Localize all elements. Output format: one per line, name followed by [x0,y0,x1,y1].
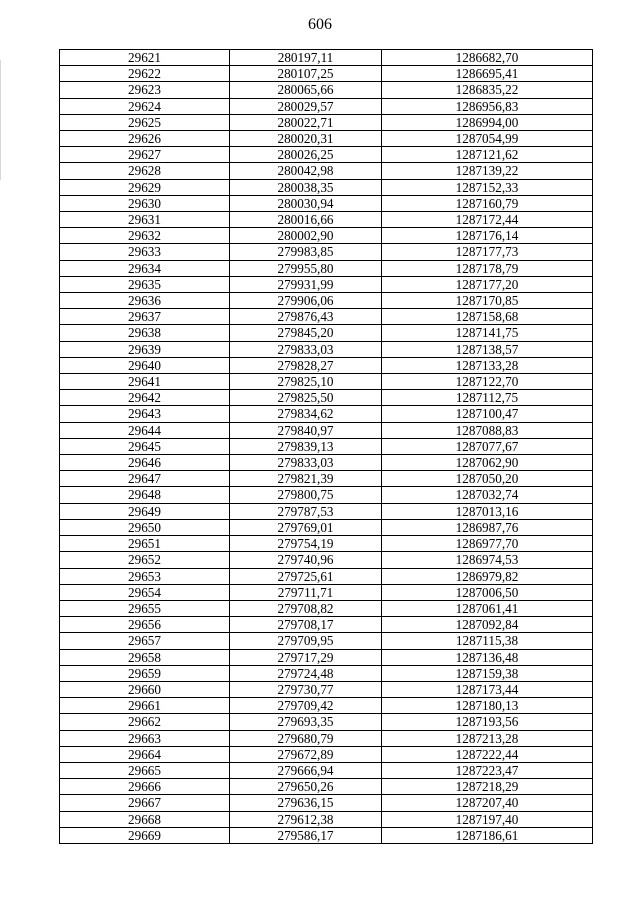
x-coordinate-cell: 279840,97 [230,422,382,438]
y-coordinate-cell: 1287180,13 [382,698,593,714]
table-row [60,762,593,778]
point-number-cell: 29623 [60,82,230,98]
table-row [60,212,593,228]
table-row [60,276,593,292]
point-number-cell: 29632 [60,228,230,244]
table-row [60,325,593,341]
table-row [60,730,593,746]
y-coordinate-cell: 1286682,70 [382,50,593,66]
y-coordinate-cell: 1287013,16 [382,503,593,519]
table-row [60,665,593,681]
point-number-cell: 29667 [60,795,230,811]
point-number-cell: 29631 [60,212,230,228]
table-row [60,827,593,843]
table-row [60,714,593,730]
y-coordinate-cell: 1286977,70 [382,536,593,552]
x-coordinate-cell: 279825,50 [230,390,382,406]
x-coordinate-cell: 279666,94 [230,762,382,778]
y-coordinate-cell: 1287223,47 [382,762,593,778]
x-coordinate-cell: 279821,39 [230,471,382,487]
x-coordinate-cell: 279825,10 [230,374,382,390]
y-coordinate-cell: 1287207,40 [382,795,593,811]
y-coordinate-cell: 1287186,61 [382,827,593,843]
point-number-cell: 29634 [60,260,230,276]
y-coordinate-cell: 1287032,74 [382,487,593,503]
point-number-cell: 29652 [60,552,230,568]
x-coordinate-cell: 280042,98 [230,163,382,179]
table-row [60,455,593,471]
y-coordinate-cell: 1287061,41 [382,600,593,616]
point-number-cell: 29646 [60,455,230,471]
point-number-cell: 29659 [60,665,230,681]
x-coordinate-cell: 279833,03 [230,341,382,357]
x-coordinate-cell: 280038,35 [230,179,382,195]
point-number-cell: 29660 [60,681,230,697]
point-number-cell: 29666 [60,779,230,795]
table-row [60,406,593,422]
x-coordinate-cell: 279845,20 [230,325,382,341]
y-coordinate-cell: 1287160,79 [382,195,593,211]
x-coordinate-cell: 279693,35 [230,714,382,730]
x-coordinate-cell: 279754,19 [230,536,382,552]
point-number-cell: 29647 [60,471,230,487]
x-coordinate-cell: 279730,77 [230,681,382,697]
point-number-cell: 29661 [60,698,230,714]
table-row [60,228,593,244]
table-row [60,584,593,600]
x-coordinate-cell: 279636,15 [230,795,382,811]
y-coordinate-cell: 1287222,44 [382,746,593,762]
y-coordinate-cell: 1286979,82 [382,568,593,584]
y-coordinate-cell: 1287115,38 [382,633,593,649]
table-row [60,698,593,714]
table-row [60,779,593,795]
x-coordinate-cell: 280016,66 [230,212,382,228]
x-coordinate-cell: 280030,94 [230,195,382,211]
x-coordinate-cell: 279709,95 [230,633,382,649]
point-number-cell: 29621 [60,50,230,66]
x-coordinate-cell: 280020,31 [230,131,382,147]
point-number-cell: 29668 [60,811,230,827]
table-row [60,374,593,390]
point-number-cell: 29628 [60,163,230,179]
y-coordinate-cell: 1287213,28 [382,730,593,746]
table-row [60,357,593,373]
x-coordinate-cell: 279717,29 [230,649,382,665]
table-row [60,471,593,487]
table-row [60,341,593,357]
y-coordinate-cell: 1287121,62 [382,147,593,163]
x-coordinate-cell: 279839,13 [230,438,382,454]
point-number-cell: 29644 [60,422,230,438]
point-number-cell: 29642 [60,390,230,406]
y-coordinate-cell: 1286994,00 [382,114,593,130]
y-coordinate-cell: 1287152,33 [382,179,593,195]
y-coordinate-cell: 1287050,20 [382,471,593,487]
point-number-cell: 29640 [60,357,230,373]
y-coordinate-cell: 1287077,67 [382,438,593,454]
point-number-cell: 29655 [60,600,230,616]
point-number-cell: 29641 [60,374,230,390]
table-row [60,82,593,98]
x-coordinate-cell: 280065,66 [230,82,382,98]
table-row [60,795,593,811]
table-row [60,536,593,552]
y-coordinate-cell: 1287006,50 [382,584,593,600]
x-coordinate-cell: 279725,61 [230,568,382,584]
table-row [60,649,593,665]
table-row [60,503,593,519]
x-coordinate-cell: 280026,25 [230,147,382,163]
table-row [60,195,593,211]
table-row [60,293,593,309]
x-coordinate-cell: 279708,17 [230,617,382,633]
point-number-cell: 29635 [60,276,230,292]
table-row [60,114,593,130]
point-number-cell: 29653 [60,568,230,584]
y-coordinate-cell: 1287088,83 [382,422,593,438]
table-row [60,50,593,66]
point-number-cell: 29643 [60,406,230,422]
y-coordinate-cell: 1287158,68 [382,309,593,325]
x-coordinate-cell: 279931,99 [230,276,382,292]
point-number-cell: 29630 [60,195,230,211]
x-coordinate-cell: 279787,53 [230,503,382,519]
y-coordinate-cell: 1286695,41 [382,66,593,82]
table-row [60,681,593,697]
y-coordinate-cell: 1286956,83 [382,98,593,114]
x-coordinate-cell: 279769,01 [230,519,382,535]
x-coordinate-cell: 279906,06 [230,293,382,309]
x-coordinate-cell: 279711,71 [230,584,382,600]
point-number-cell: 29648 [60,487,230,503]
point-number-cell: 29636 [60,293,230,309]
point-number-cell: 29649 [60,503,230,519]
table-row [60,260,593,276]
y-coordinate-cell: 1287193,56 [382,714,593,730]
y-coordinate-cell: 1287178,79 [382,260,593,276]
x-coordinate-cell: 279612,38 [230,811,382,827]
y-coordinate-cell: 1287173,44 [382,681,593,697]
x-coordinate-cell: 279709,42 [230,698,382,714]
y-coordinate-cell: 1287136,48 [382,649,593,665]
point-number-cell: 29638 [60,325,230,341]
point-number-cell: 29658 [60,649,230,665]
y-coordinate-cell: 1287133,28 [382,357,593,373]
table-row [60,552,593,568]
point-number-cell: 29662 [60,714,230,730]
table-row [60,422,593,438]
x-coordinate-cell: 279724,48 [230,665,382,681]
page-edge-mark [0,60,1,180]
x-coordinate-cell: 279983,85 [230,244,382,260]
y-coordinate-cell: 1287159,38 [382,665,593,681]
coordinates-table-body [60,50,593,844]
table-row [60,309,593,325]
y-coordinate-cell: 1287170,85 [382,293,593,309]
page-number: 606 [308,16,332,33]
x-coordinate-cell: 279586,17 [230,827,382,843]
table-row [60,179,593,195]
y-coordinate-cell: 1286835,22 [382,82,593,98]
y-coordinate-cell: 1287112,75 [382,390,593,406]
x-coordinate-cell: 279800,75 [230,487,382,503]
point-number-cell: 29663 [60,730,230,746]
x-coordinate-cell: 279650,26 [230,779,382,795]
table-row [60,568,593,584]
point-number-cell: 29645 [60,438,230,454]
y-coordinate-cell: 1287176,14 [382,228,593,244]
x-coordinate-cell: 279834,62 [230,406,382,422]
table-row [60,147,593,163]
table-row [60,98,593,114]
x-coordinate-cell: 280002,90 [230,228,382,244]
y-coordinate-cell: 1287092,84 [382,617,593,633]
x-coordinate-cell: 279672,89 [230,746,382,762]
table-row [60,438,593,454]
point-number-cell: 29664 [60,746,230,762]
x-coordinate-cell: 280107,25 [230,66,382,82]
point-number-cell: 29651 [60,536,230,552]
y-coordinate-cell: 1287197,40 [382,811,593,827]
point-number-cell: 29650 [60,519,230,535]
table-row [60,163,593,179]
table-row [60,244,593,260]
point-number-cell: 29625 [60,114,230,130]
x-coordinate-cell: 279828,27 [230,357,382,373]
table-row [60,633,593,649]
y-coordinate-cell: 1287218,29 [382,779,593,795]
point-number-cell: 29629 [60,179,230,195]
x-coordinate-cell: 280022,71 [230,114,382,130]
point-number-cell: 29627 [60,147,230,163]
table-row [60,487,593,503]
y-coordinate-cell: 1286974,53 [382,552,593,568]
x-coordinate-cell: 279833,03 [230,455,382,471]
coordinates-table [59,49,593,844]
table-row [60,66,593,82]
x-coordinate-cell: 279740,96 [230,552,382,568]
y-coordinate-cell: 1287177,20 [382,276,593,292]
table-row [60,519,593,535]
y-coordinate-cell: 1287100,47 [382,406,593,422]
y-coordinate-cell: 1287177,73 [382,244,593,260]
point-number-cell: 29639 [60,341,230,357]
x-coordinate-cell: 279680,79 [230,730,382,746]
table-row [60,131,593,147]
x-coordinate-cell: 279708,82 [230,600,382,616]
point-number-cell: 29656 [60,617,230,633]
y-coordinate-cell: 1287172,44 [382,212,593,228]
point-number-cell: 29626 [60,131,230,147]
y-coordinate-cell: 1287141,75 [382,325,593,341]
y-coordinate-cell: 1287122,70 [382,374,593,390]
y-coordinate-cell: 1287062,90 [382,455,593,471]
point-number-cell: 29669 [60,827,230,843]
point-number-cell: 29665 [60,762,230,778]
y-coordinate-cell: 1287139,22 [382,163,593,179]
point-number-cell: 29657 [60,633,230,649]
y-coordinate-cell: 1287054,99 [382,131,593,147]
table-row [60,746,593,762]
y-coordinate-cell: 1286987,76 [382,519,593,535]
table-row [60,811,593,827]
y-coordinate-cell: 1287138,57 [382,341,593,357]
x-coordinate-cell: 280197,11 [230,50,382,66]
point-number-cell: 29633 [60,244,230,260]
point-number-cell: 29637 [60,309,230,325]
table-row [60,600,593,616]
x-coordinate-cell: 280029,57 [230,98,382,114]
table-row [60,617,593,633]
point-number-cell: 29654 [60,584,230,600]
x-coordinate-cell: 279876,43 [230,309,382,325]
point-number-cell: 29622 [60,66,230,82]
point-number-cell: 29624 [60,98,230,114]
x-coordinate-cell: 279955,80 [230,260,382,276]
table-row [60,390,593,406]
